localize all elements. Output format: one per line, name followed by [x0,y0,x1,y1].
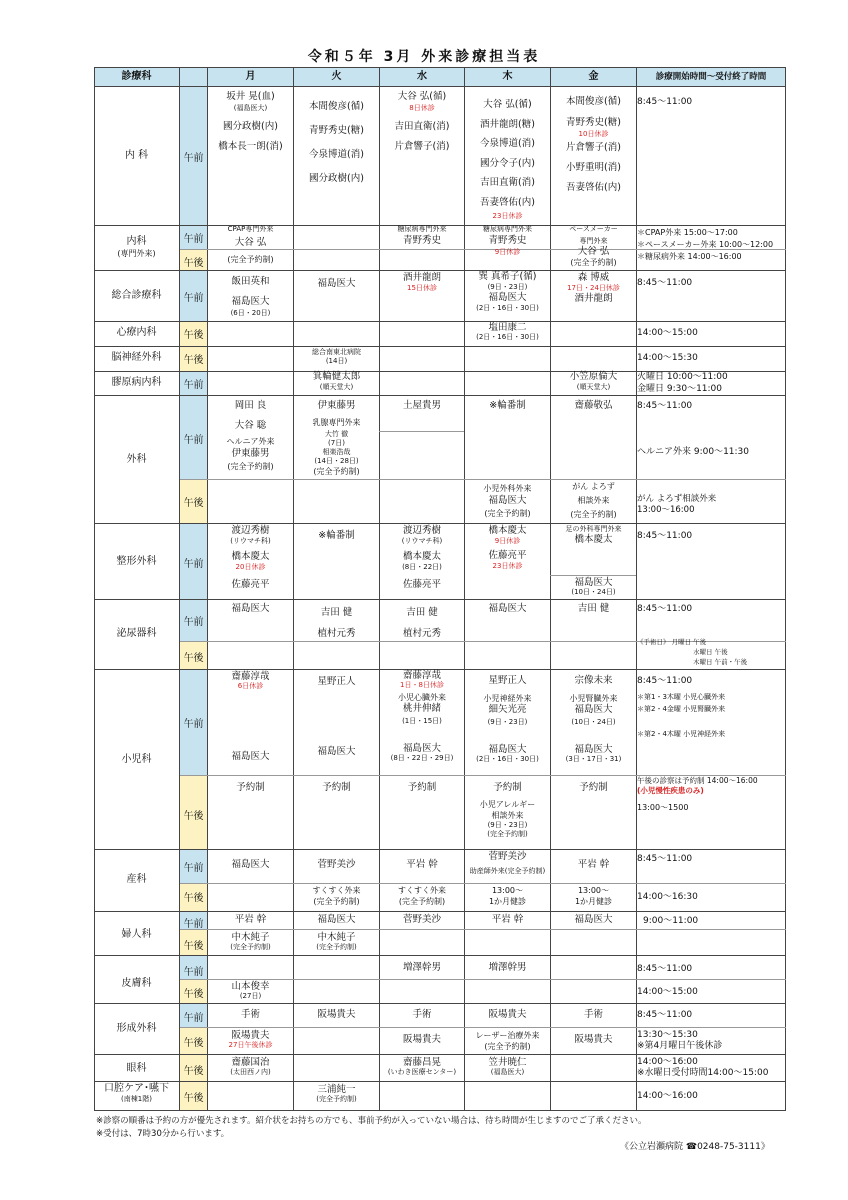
keisei-tue: 阪場貴夫 [317,1009,356,1020]
session-am: 午前 [183,919,204,930]
shoni-pm-wed: 予約制 [407,782,437,793]
dept-fujin: 婦人科 [121,929,152,940]
session-am: 午前 [183,559,204,570]
dept-shoni: 小児科 [121,754,152,765]
geka-pm-thu: 小児外科外来 福島医大 (完全予約制) [483,484,532,518]
header-hours: 診療開始時間～受付終了時間 [655,72,767,82]
fujin-fri: 福島医大 [574,914,613,925]
fujin-pm-tue: 中木純子 (完全予約制) [316,932,357,951]
shoni-pm-thu-yoyaku: 予約制 [493,782,522,793]
shinzo-hours: 14:00～15:00 [637,328,698,338]
shoni-wed: 齋藤淳哉 1日・8日休診 小児心臓外来 桃井伸緒 (1日・15日) 福島医大 (8日・22日・29日) [390,670,454,762]
dept-hifu: 皮膚科 [121,978,152,989]
shoni-hours: 8:45～11:00 ＊第1・3木曜 小児心臓外来 ＊第2・4金曜 小児腎臓外来 ＊第2・4木曜 小児神経外来 [637,676,726,738]
naika-thu: 大谷 弘(循) 酒井龍朗(糖) 今泉博道(消) 國分令子(内) 吉田直衛(消) 吾妻啓佑(内) 23日休診 [480,99,535,220]
hifu-pm-hours: 14:00～15:00 [637,987,698,997]
naika-tue: 本間俊彦(循) 青野秀史(糖) 今泉博道(消) 國分政樹(内) [309,101,364,184]
keisei-pm-wed: 阪場貴夫 [402,1034,441,1045]
sanka-pm-wed: すくすく外来 (完全予約制) [398,886,446,906]
dept-kogen: 膠原病内科 [111,377,162,388]
sanka-thu: 菅野美沙 助産師外来(完全予約制) [469,851,546,875]
fujin-pm-mon: 中木純子 (完全予約制) [230,932,271,951]
seikei-tue: ※輪番制 [318,530,355,541]
sogo-fri: 森 博威 17日・24日休診 酒井龍朗 [567,272,620,304]
shoni-pm-thu: 小児アレルギー 相談外来 (9日・23日) (完全予約制) [479,800,536,838]
session-pm: 午後 [183,989,204,1000]
seikei-mon: 渡辺秀樹 (リウマチ科) 橋本慶太 20日休診 佐藤亮平 [230,525,271,590]
senmon-fri: ペースメーカー 専門外来 大谷 弘 (完全予約制) [569,225,618,267]
keisei-pm-thu: レーザー治療外来 (完全予約制) [475,1031,540,1051]
geka-hours: 8:45～11:00 ヘルニア外来 9:00～11:30 [637,401,750,457]
senmon-mon: CPAP専門外来 大谷 弘 (完全予約制) [227,225,274,264]
keisei-pm-fri: 阪場貴夫 [574,1034,613,1045]
hifu-wed: 増澤幹男 [402,962,441,973]
sanka-wed: 平岩 幹 [406,859,438,870]
seikei-fri: 足の外科専門外来 橋本慶太 福島医大 (10日・24日) [565,525,622,596]
dept-keisei: 形成外科 [116,1023,157,1034]
header-thu: 木 [502,71,513,82]
sanka-pm-hours: 14:00～16:30 [637,892,698,902]
dept-sanka: 産科 [126,874,147,885]
session-pm: 午後 [183,1038,204,1049]
geka-thu: ※輪番制 [489,400,526,411]
dept-ganka: 眼科 [126,1063,147,1074]
dept-seikei: 整形外科 [116,556,157,567]
page-title: 令和５年 3月 外来診療担当表 [307,49,541,65]
keisei-thu: 阪場貴夫 [488,1009,527,1020]
senmon-hours: ＊CPAP外来 15:00～17:00 ＊ペースメーカー外来 10:00～12:00 ＊糖尿病外来 14:00～16:00 [637,228,774,261]
dept-shinzo: 心療内科 [116,327,157,338]
note-reservation: ※診察の順番は予約の方が優先されます。紹介状をお持ちの方でも、事前予約が入っていない場合は、待ち時間が生じますのでご了承ください。 [96,1116,647,1126]
hinyo-fri: 吉田 健 [577,603,610,614]
shoni-pm-fri: 予約制 [579,782,608,793]
sogo-wed: 酒井龍朗 15日休診 [402,272,441,292]
session-am: 午前 [183,967,204,978]
geka-pm-hours: がん よろず相談外来 13:00～16:00 [637,494,717,515]
header-wed: 水 [417,71,427,82]
senmon-wed: 糖尿病専門外来 青野秀史 [397,225,447,246]
keisei-pm-hours: 13:30～15:30 ※第4月曜日午後休診 [637,1030,723,1051]
session-pm: 午後 [183,258,204,269]
sogo-thu: 巽 真希子(循) (9日・23日) 福島医大 (2日・16日・30日) [476,271,539,312]
koku-pm-tue: 三浦純一 (完全予約制) [316,1084,357,1103]
session-am: 午前 [183,234,204,245]
hinyo-wed: 吉田 健 植村元秀 [402,607,441,639]
naika-mon: 坂井 晃(血) (福島医大) 國分政樹(内) 橋本長一朗(消) [218,91,283,152]
ganka-pm-mon: 齋藤国治 (太田西ノ内) [230,1057,271,1076]
sanka-pm-fri: 13:00～ 1か月健診 [574,886,613,906]
geka-mon: 岡田 良 大谷 聡 ヘルニア外来 伊東藤男 (完全予約制) [226,400,275,471]
geka-wed: 土屋貴男 [402,400,441,411]
ganka-pm-thu: 笠井暁仁 (福島医大) [488,1057,527,1076]
shoni-pm-tue: 予約制 [322,782,351,793]
fujin-thu: 平岩 幹 [491,914,524,925]
ganka-pm-wed: 齋藤昌晃 (いわき医療センター) [387,1057,457,1076]
seikei-thu: 橋本慶太 9日休診 佐藤亮平 23日休診 [488,525,527,570]
naika-wed: 大谷 弘(循) 8日休診 吉田直衛(消) 片倉響子(消) [394,91,450,152]
sogo-mon: 飯田英和 福島医大 (6日・20日) [230,276,271,317]
seikei-hours: 8:45～11:00 [637,531,693,541]
sanka-pm-tue: すくすく外来 (完全予約制) [312,886,361,906]
session-pm: 午後 [183,811,204,822]
dept-naika: 内 科 [124,150,149,161]
senmon-thu: 糖尿病専門外来 青野秀史 9日休診 [483,225,532,256]
session-am: 午前 [183,863,204,874]
session-pm: 午後 [183,355,204,366]
hinyo-mon: 福島医大 [231,603,270,614]
kogen-tue: 箕輪健太郎 (順天堂大) [312,371,361,391]
session-am: 午前 [183,153,204,164]
shoni-tue: 星野正人 福島医大 [317,676,356,757]
sanka-hours: 8:45～11:00 [637,854,693,864]
fujin-hours: 9:00～11:00 [643,916,699,926]
geka-pm-fri: がん よろず 相談外来 (完全予約制) [570,482,617,519]
session-pm: 午後 [183,653,204,664]
session-pm: 午後 [183,1066,204,1077]
hinyo-hours: 8:45～11:00 [637,604,693,614]
hinyo-thu: 福島医大 [488,603,527,614]
note-reception: ※受付は、7時30分から行います。 [96,1129,230,1139]
notes [96,1115,646,1141]
shoni-fri: 宗像未来 小児腎臓外来 福島医大 (10日・24日) 福島医大 (3日・17日・31) [565,675,622,763]
shoni-pm-hours: 午後の診察は予約制 14:00～16:00 (小児慢性疾患のみ) 13:00～1500 [637,776,758,812]
naika-hours: 8:45～11:00 [637,97,693,107]
keisei-hours: 8:45～11:00 [637,1010,693,1020]
hifu-hours: 8:45～11:00 [637,964,693,974]
shoni-mon: 齋藤淳哉 6日休診 福島医大 [231,671,270,762]
noshinkei-tue: 総合南東北病院 (14日) [312,348,361,365]
sogo-tue: 福島医大 [317,278,356,289]
fujin-mon: 平岩 幹 [234,914,267,925]
geka-fri: 齋藤敬弘 [574,400,613,411]
session-pm: 午後 [183,330,204,341]
sanka-tue: 菅野美沙 [317,859,356,870]
fujin-tue: 福島医大 [317,914,356,925]
dept-koku: 口腔ケア･嚥下 (南棟1階) [104,1083,169,1103]
kogen-fri: 小笠原倫大 (順天堂大) [569,371,618,391]
dept-geka: 外科 [126,454,147,465]
fujin-wed: 菅野美沙 [402,914,441,925]
sogo-hours: 8:45～11:00 [637,278,693,288]
shinzo-thu: 塩田康二 (2日・16日・30日) [476,322,539,341]
dept-hinyo: 泌尿器科 [116,628,157,639]
hifu-pm-mon: 山本俊幸 (27日) [231,981,270,1000]
session-am: 午前 [183,719,204,730]
koku-pm-hours: 14:00～16:00 [637,1091,698,1101]
hospital-contact: 《公立岩瀬病院 ☎0248-75-3111》 [620,1142,770,1152]
session-pm: 午後 [183,1093,204,1104]
keisei-wed: 手術 [412,1009,432,1020]
session-am: 午前 [183,617,204,628]
keisei-pm-mon: 阪場貴夫 27日午後休診 [228,1030,273,1049]
ganka-pm-hours: 14:00～16:00 ※水曜日受付時間14:00～15:00 [637,1057,769,1078]
hinyo-surgery: 《手術日》 月曜日 午後 水曜日 午後 木曜日 午前・午後 [637,638,748,666]
header-tue: 火 [331,71,342,82]
keisei-mon: 手術 [240,1009,260,1020]
dept-senmon: 内科 (専門外来) [117,236,156,258]
hinyo-tue: 吉田 健 植村元秀 [317,607,356,639]
session-pm: 午後 [183,498,204,509]
noshinkei-hours: 14:00～15:30 [637,353,698,363]
hifu-thu: 増澤幹男 [488,962,527,973]
shoni-thu: 星野正人 小児神経外来 細矢光亮 (9日・23日) 福島医大 (2日・16日・30日) [476,675,539,763]
session-am: 午前 [183,293,204,304]
naika-fri: 本間俊彦(循) 青野秀史(糖) 10日休診 片倉響子(消) 小野重明(消) 吾妻啓佑(内) [566,96,621,193]
header-mon: 月 [245,71,256,82]
session-am: 午前 [183,1013,204,1024]
kogen-hours: 火曜日 10:00～11:00 金曜日 9:30～11:00 [637,372,728,394]
geka-tue: 伊東藤男 乳腺専門外来 大竹 徹 (7日) 相楽浩哉 (14日・28日) (完全予約制) [312,400,361,476]
session-pm: 午後 [183,941,204,952]
sanka-mon: 福島医大 [231,859,270,870]
header-dept: 診療科 [121,71,152,82]
sanka-fri: 平岩 幹 [577,859,610,870]
session-am: 午前 [183,435,204,446]
session-am: 午前 [183,380,204,391]
dept-sogo: 総合診療科 [111,290,162,301]
seikei-wed: 渡辺秀樹 (リウマチ科) 橋本慶太 (8日・22日) 佐藤亮平 [401,525,443,590]
schedule-table [94,67,786,1111]
keisei-fri: 手術 [583,1009,603,1020]
session-pm: 午後 [183,893,204,904]
header-fri: 金 [588,71,599,82]
sanka-pm-thu: 13:00～ 1か月健診 [488,886,527,906]
shoni-pm-mon: 予約制 [236,782,265,793]
dept-noshinkei: 脳神経外科 [111,352,162,363]
